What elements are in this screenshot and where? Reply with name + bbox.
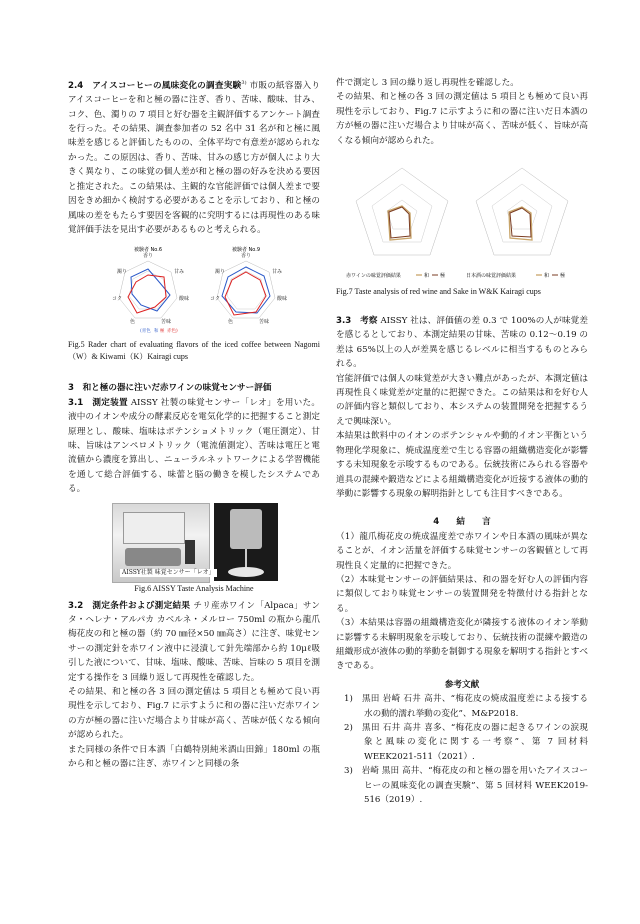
fig7-legend-wa: 和 (544, 273, 550, 280)
section-2-4-body: 市販の紙容器入りアイスコーヒーを和と極の器に注ぎ、香り、苦味、酸味、甘み、コク、色、濁りの 7 項目と好む器を主観評価するアンケート調査を行った。その結果、調査参加者の 52 名中 31 名が和と極に風味差を感じると評価したものの、全体平均で有意差が認められなかった。この原因は、香り、苦味、甘みの感じ方が個人により大きく異なり、この味覚の個人差が和と極の器の好みを決める要因と推定された。この結果は、主観的な官能評価では個人差まで要因をきめ細かく検討する必要があることを示しており、和と極の風味の差をもたらす要因を客観的に究明するには再現性のある味覚評価手法を見出す必要があるものと考えられる。 (68, 80, 320, 235)
fig5-axis-label: 苦味 (161, 319, 172, 326)
figure-6 (68, 503, 320, 583)
fig5-legend-kiwami-note: 赤色) (167, 329, 178, 334)
section-3-2 (68, 599, 320, 685)
figure-6-label: AISSY社製 味覚センサー「レオ」 (122, 568, 215, 576)
figure-7 (336, 154, 588, 282)
section-3-2-body-2: その結果、和と極の各 3 回の測定値は 5 項目とも極めて良い再現性を示しており、Fig.7 に示すように和の器に注いだ赤ワインの方が極の器に注いだ場合より甘味が高く、苦味が低くなる傾向が認められた。 (68, 687, 320, 741)
citation-3: 3) (241, 80, 247, 86)
fig5-radar-charts (68, 241, 320, 333)
section-4-heading: 4 結 言 (433, 517, 491, 528)
figure-5 (68, 241, 320, 333)
conclusion-1: （1）龍爪梅花皮の焼成温度差で赤ワインや日本酒の風味が異なることが、イオン活量を評価する味覚センサーの客観値として再現性良く定量的に把握できた。 (336, 531, 588, 571)
section-2-4-heading: 2.4 アイスコーヒーの風味変化の調査実験 (68, 80, 242, 91)
fig7-radar-charts (336, 154, 588, 282)
fig5-axis-label: 甘み (272, 269, 283, 276)
fig5-axis-label: 濁り (215, 269, 226, 276)
fig5-axis-labels (112, 252, 287, 325)
section-2-4 (68, 76, 320, 237)
section-3-2-result-sake: その結果、和と極の各 3 回の測定値は 5 項目とも極めて良い再現性を示しており、Fig.7 に示すように和の器に注いだ日本酒の方が極の器に注いだ場合より甘味が高く、苦味が低く、旨味が高くなる傾向が認められた。 (336, 92, 588, 146)
reference-3: 3) 岩崎 黒田 高井、“梅花皮の和と極の器を用いたアイスコーヒーの風味変化の調査実験”、第 5 回材料 WEEK2019-516（2019）. (344, 766, 588, 806)
figure-7-caption: Fig.7 Taste analysis of red wine and Sake in W&K Kairagi cups (336, 287, 541, 297)
fig7-legend (346, 272, 565, 279)
fig5-axis-label: 酸味 (179, 296, 190, 303)
fig5-axis-label: コク (210, 296, 221, 303)
fig7-left-kiwami-series (389, 207, 410, 238)
section-3-3-body-2: 官能評価では個人の味覚差が大きい難点があったが、本測定値は再現性良く味覚差が定量的に把握できた。この結果は和を好む人の評価内容と類似しており、本システムの装置開発を把握するうえで興味深い。 (336, 373, 588, 427)
reference-1: 1) 黒田 岩崎 石井 高井、“梅花皮の焼成温度差による接する水の動的濡れ挙動の変化”、M&P2018. (344, 694, 588, 719)
references-list (336, 692, 588, 807)
right-column (336, 76, 588, 807)
fig5-legend-wa: 和 (154, 329, 159, 334)
fig5-axis-label: 色 (130, 319, 136, 326)
section-3-1 (68, 396, 320, 497)
section-3-heading: 3 和と極の器に注いだ赤ワインの味覚センサー評価 (68, 383, 272, 394)
sensor-needle-photo (214, 503, 278, 581)
section-3-3-heading: 3.3 考察 (336, 316, 378, 327)
section-3-3 (336, 314, 588, 372)
section-3-2-body-1: チリ産赤ワイン「Alpaca」サンタ・ヘレナ・アルパカ カベルネ・メルロー 750ml の瓶から龍爪梅花皮の和と極の器（約 70 ㎜径×50 ㎜高さ）に注ぎ、味覚センサーの測定針を赤ワイン液中に浸漬して針先端部から約 10μℓ吸引した液について、甘味、塩味、酸味、苦味、旨味の 5 項目を測定する操作を 3 回繰り返して再現性を確認した。 (68, 600, 320, 683)
conclusion-2: （2）本味覚センサーの評価結果は、和の器を好む人の評価内容に類似しており味覚センサーの装置開発を特徴付ける指針となる。 (336, 574, 588, 614)
conclusion-3: （3）本結果は容器の組織構造変化が隣接する液体のイオン挙動に影響する未解明現象を示唆しており、伝統技術の混練や鍛造の組織形成が液体の動的挙動を制御する現象を解明する指針とすべきである。 (336, 618, 588, 672)
section-3-3-body-1: AISSY 社は、評価値の差 0.3 で 100%の人が味覚差を感じるとしており、本測定結果の甘味、苦味の 0.12～0.19 の差は 65%以上の人が差異を感じるレベルに相当するものとみられる。 (336, 316, 589, 370)
fig5-legend-kiwami: 極 (160, 329, 165, 334)
references-heading: 参考文献 (444, 679, 480, 690)
section-3-2-heading: 3.2 測定条件および測定結果 (68, 600, 191, 611)
fig5-axis-label: 甘み (174, 269, 185, 276)
fig7-legend-kiwami: 極 (440, 273, 446, 280)
fig5-right-title: 被験者 No.9 (231, 247, 261, 254)
fig7-legend-kiwami: 極 (560, 273, 566, 280)
reference-2: 2) 黒田 石井 高井 喜多、“梅花皮の器に起きるワインの涙現象と風味の変化に関する一考察”、第 7 回材料 WEEK2021-511（2021）. (344, 723, 588, 762)
fig5-legend (140, 327, 178, 333)
fig5-axis-label: 香り (142, 253, 154, 260)
section-3-1-body: AISSY 社製の味覚センサー「レオ」を用いた。液中のイオンや成分の酵素反応を電気化学的に把握すること測定原理とし、酸味、塩味はポテンショメトリック（電圧測定）、甘味、旨味はアンペロメトリック（電流値測定）、苦味は電圧と電流値から濃度を算出し、ニューラルネットワークによる学習機能を通して総合評価する、味蕾と脳の働きを模したシステムである。 (68, 397, 320, 495)
section-3-1-heading: 3.1 測定装置 (68, 397, 128, 408)
fig7-left-label: 赤ワインの味覚評価結果 (346, 273, 401, 280)
fig5-axis-label: コク (112, 296, 123, 303)
fig7-right-kiwami-series (510, 208, 531, 237)
section-3-3-body-3: 本結果は飲料中のイオンのポテンシャルや動的イオン平衡という物理化学現象に、焼成温度差で生じる容器の組織構造変化が影響する未知現象を示唆するものである。伝統技術にみられる容器や道具の混練や鍛造などによる組織構造変化が近接する液体の動的挙動に影響する現象の解明指針としても注目すべきである。 (336, 431, 588, 499)
fig5-axis-label: 苦味 (259, 319, 270, 326)
fig5-axis-label: 濁り (117, 269, 128, 276)
section-3-2-body-3: また同様の条件で日本酒「白鶴特別純米酒山田錦」180ml の瓶から和と極の器に注ぎ、赤ワインと同様の条 (68, 744, 320, 770)
section-3-2-continued: 件で測定し 3 回の繰り返し再現性を確認した。 (336, 78, 519, 88)
fig5-left-title: 被験者 No.6 (133, 247, 163, 254)
fig5-axis-label: 香り (240, 253, 252, 260)
fig5-legend-wa-note: (青色 (140, 329, 151, 334)
figure-6-caption: Fig.6 AISSY Taste Analysis Machine (134, 583, 254, 593)
left-column (68, 76, 320, 771)
figure-5-caption: Fig.5 Rader chart of evaluating flavors of the iced coffee between Nagomi（W）& Kiwami（K）Kairagi cups (68, 340, 320, 362)
fig5-axis-label: 酸味 (277, 296, 288, 303)
fig5-axis-label: 色 (228, 319, 234, 326)
fig7-right-label: 日本酒の味覚評価結果 (466, 273, 517, 280)
fig7-legend-wa: 和 (424, 273, 430, 280)
